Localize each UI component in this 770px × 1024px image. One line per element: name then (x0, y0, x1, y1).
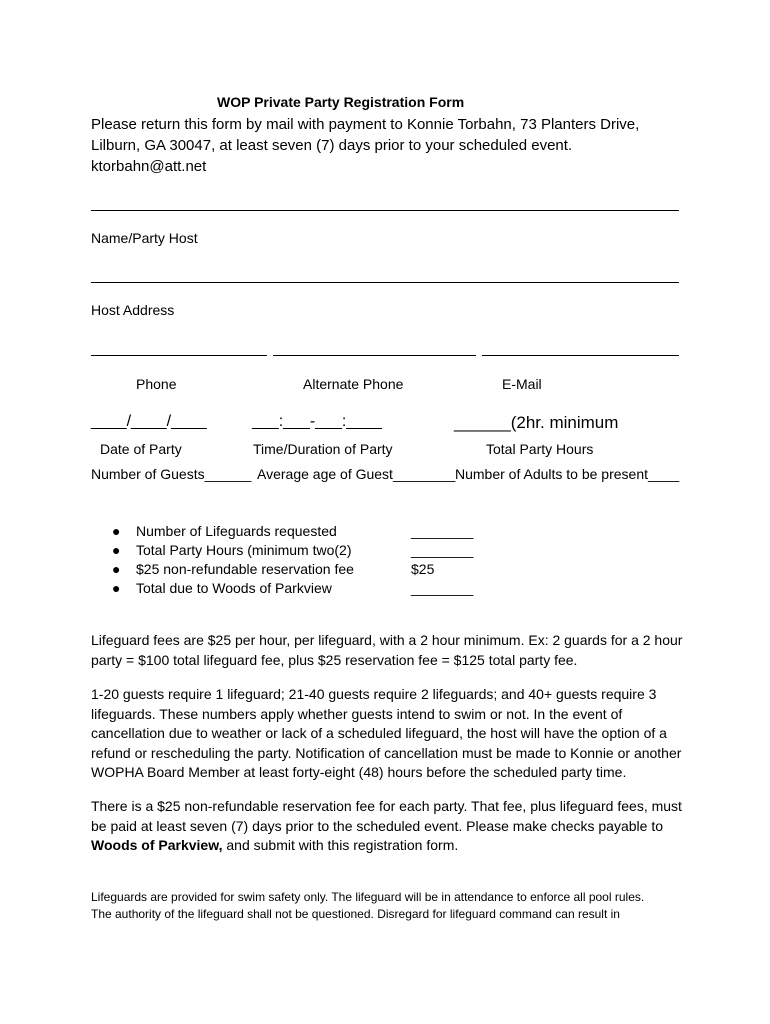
paragraph-line (91, 836, 691, 856)
date-label: Date of Party (100, 441, 182, 457)
paragraph-line: party = $100 total lifeguard fee, plus $25 reservation fee = $125 total party fee. (91, 651, 578, 668)
paragraph-line: 1-20 guests require 1 lifeguard; 21-40 guests require 2 lifeguards; and 40+ guests require 3 (91, 686, 657, 702)
intro-line: ktorbahn@att.net (91, 158, 207, 175)
guests-paragraph (91, 685, 691, 783)
paragraph-line: cancellation due to weather or lack of a scheduled lifeguard, the host will have the option of a (91, 725, 667, 741)
guests-field[interactable]: Number of Guests______ (91, 466, 252, 482)
hours-label: Total Party Hours (486, 441, 594, 457)
form-title: WOP Private Party Registration Form (217, 94, 465, 110)
total-hours-blank[interactable]: ________ (411, 542, 474, 558)
adults-field[interactable]: Number of Adults to be present____ (455, 466, 680, 482)
payee-tail: and submit with this registration form. (222, 837, 459, 853)
reservation-paragraph (91, 797, 691, 856)
paragraph-line: Lifeguards are provided for swim safety only. The lifeguard will be in attendance to enforce all pool rules. (91, 890, 645, 904)
bullet-icon: ● (112, 542, 121, 558)
phone-blank-line[interactable] (91, 355, 267, 356)
average-age-field[interactable]: Average age of Guest________ (257, 466, 456, 482)
email-blank-line[interactable] (482, 355, 679, 356)
paragraph-line: There is a $25 non-refundable reservation fee for each party. That fee, plus lifeguard fees, must (91, 798, 682, 814)
address-blank-line[interactable] (91, 282, 679, 283)
alt-phone-label: Alternate Phone (303, 376, 404, 392)
safety-notice (91, 889, 644, 923)
paragraph-line: The authority of the lifeguard shall not be questioned. Disregard for lifeguard command can result in (91, 907, 620, 921)
paragraph-line: WOPHA Board Member at least forty-eight (48) hours before the scheduled party time. (91, 764, 627, 780)
fees-paragraph (91, 631, 691, 670)
paragraph-line: Lifeguard fees are $25 per hour, per lifeguard, with a 2 hour minimum. Ex: 2 guards for a 2 hour (91, 632, 683, 648)
bullet-icon: ● (112, 580, 121, 596)
list-item-text: Number of Lifeguards requested (136, 523, 337, 539)
payee-name: Woods of Parkview, (91, 837, 223, 853)
phone-label: Phone (136, 376, 177, 392)
intro-line: Please return this form by mail with payment to Konnie Torbahn, 73 Planters Drive, (91, 116, 640, 133)
date-blank[interactable]: ____/____/____ (91, 413, 207, 430)
intro-line: Lilburn, GA 30047, at least seven (7) days prior to your scheduled event. (91, 137, 573, 154)
hours-blank[interactable]: ______(2hr. minimum (454, 413, 619, 432)
list-item-text: $25 non-refundable reservation fee (136, 561, 354, 577)
paragraph-line: refund or rescheduling the party. Notification of cancellation must be made to Konnie or another (91, 744, 682, 761)
list-item-text: Total Party Hours (minimum two(2) (136, 542, 352, 558)
email-label: E-Mail (502, 376, 542, 392)
intro-text (91, 114, 691, 177)
bullet-icon: ● (112, 523, 121, 539)
name-blank-line[interactable] (91, 210, 679, 211)
list-item-text: Total due to Woods of Parkview (136, 580, 332, 596)
paragraph-line: lifeguards. These numbers apply whether guests intend to swim or not. In the event of (91, 705, 623, 722)
bullet-icon: ● (112, 561, 121, 577)
time-label: Time/Duration of Party (253, 441, 393, 457)
lifeguards-requested-blank[interactable]: ________ (411, 523, 474, 539)
name-label: Name/Party Host (91, 230, 198, 246)
time-blank[interactable]: ___:___-___:____ (252, 413, 382, 430)
reservation-fee-value: $25 (411, 561, 435, 577)
paragraph-line: be paid at least seven (7) days prior to the scheduled event. Please make checks payable to (91, 817, 664, 834)
total-due-blank[interactable]: ________ (411, 580, 474, 596)
alt-phone-blank-line[interactable] (273, 355, 476, 356)
address-label: Host Address (91, 302, 175, 318)
